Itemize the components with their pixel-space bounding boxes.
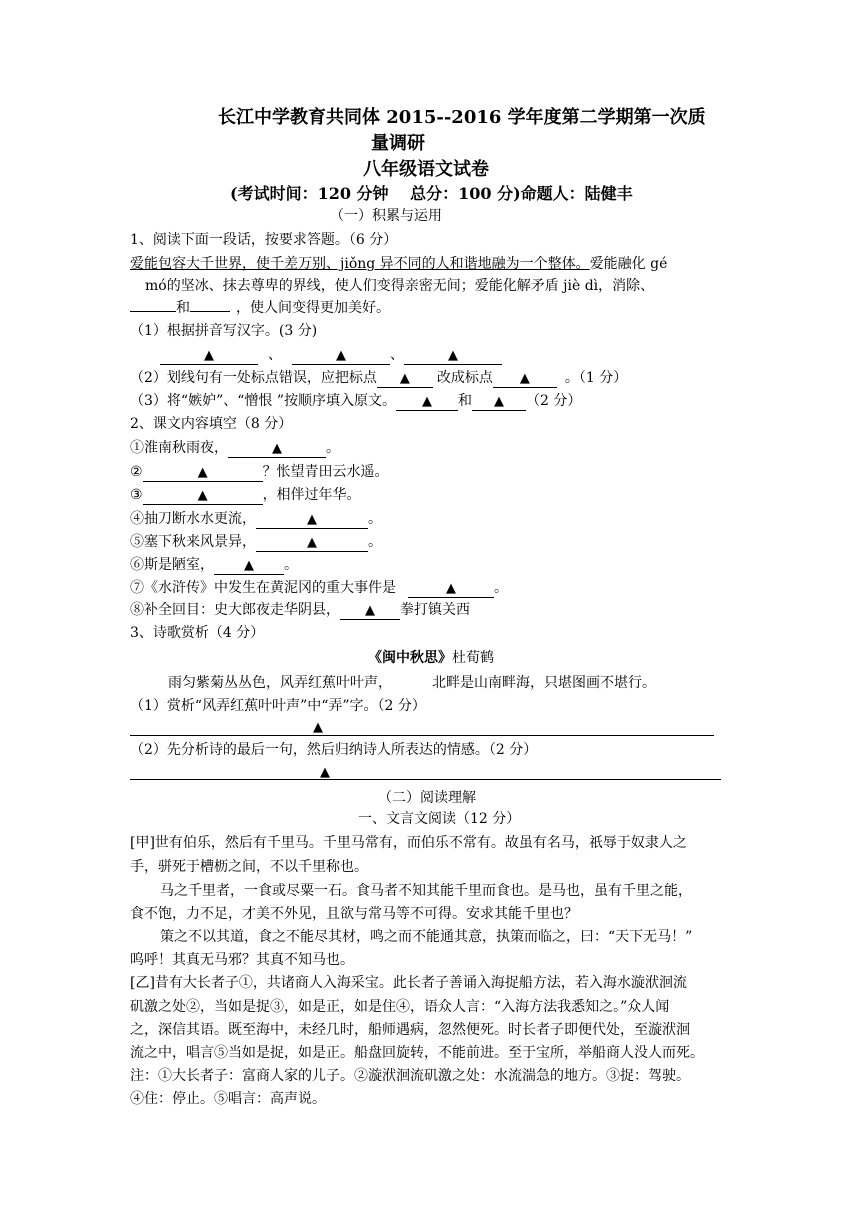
poem-author: 杜荀鹤 xyxy=(452,650,494,666)
q2-item-5: ⑤塞下秋来风景异， ▲ 。 xyxy=(130,534,382,550)
answer-blank[interactable]: ▲ xyxy=(493,371,557,388)
q1-passage-line-3: 和 ，使人间变得更加美好。 xyxy=(130,298,390,318)
poem-line-2: 北畔是山南畔海，只堪图画不堪行。 xyxy=(432,675,656,691)
exam-info: (考试时间：120 分钟 总分：100 分)命题人：陆健丰 xyxy=(230,184,633,203)
q2-item-7: ⑦《水浒传》中发生在黄泥冈的重大事件是 ▲ 。 xyxy=(130,580,508,596)
answer-blank[interactable]: ▲ xyxy=(256,535,368,552)
answer-blank[interactable]: ▲ xyxy=(143,465,263,482)
answer-blank[interactable] xyxy=(130,311,176,312)
q1-sub2: （2）划线句有一处标点错误，应把标点 ▲ 改成标点 ▲ 。（1 分） xyxy=(130,370,628,386)
q3-sub2: （2）先分析诗的最后一句，然后归纳诗人所表达的情感。（2 分） xyxy=(130,742,538,758)
q2-item-2: ② ▲ ？怅望青田云水遥。 xyxy=(130,464,389,480)
annotation-line: 注：①大长者子：富商人家的儿子。②漩洑洄流矶激之处：水流湍急的地方。③捉：驾驶。 xyxy=(130,1068,690,1084)
text-yi-line: 之，深信其语。既至海中，未经几时，船师遇病，忽然便死。时长者子即便代处，至漩洑洄 xyxy=(130,1022,690,1038)
q1-sub1-blanks: ▲ 、 ▲ 、 ▲ xyxy=(160,345,502,365)
text-jia-line: 马之千里者，一食或尽粟一石。食马者不知其能千里而食也。是马也，虽有千里之能， xyxy=(160,883,692,899)
poem-title: 《闽中秋思》 xyxy=(368,650,452,666)
exam-subtitle: 八年级语文试卷 xyxy=(363,159,489,180)
answer-blank[interactable]: ▲ xyxy=(214,558,284,575)
text-jia-line: 呜呼！其真无马邪？其真不知马也。 xyxy=(130,952,354,968)
part2-heading: （二）阅读理解 xyxy=(378,790,476,806)
answer-blank[interactable] xyxy=(190,311,230,312)
q2-item-6: ⑥斯是陋室， ▲ 。 xyxy=(130,557,298,573)
q1-sub3: （3）将“嫉妒”、“憎恨 ”按顺序填入原文。 ▲ 和 ▲ （2 分） xyxy=(130,393,582,409)
answer-blank[interactable]: ▲ xyxy=(340,603,400,620)
part1-heading: （一）积累与运用 xyxy=(330,208,442,224)
title-line-1: 长江中学教育共同体 2015--2016 学年度第二学期第一次质 xyxy=(218,107,706,128)
answer-blank[interactable]: ▲ xyxy=(404,348,502,365)
q1-sub1: （1）根据拼音写汉字。(3 分) xyxy=(130,323,318,339)
answer-marker: ▲ xyxy=(313,720,323,735)
q2-item-4: ④抽刀断水水更流， ▲ 。 xyxy=(130,511,382,527)
title-line-2: 量调研 xyxy=(371,133,425,154)
text-jia-line: 手，骈死于槽枥之间，不以千里称也。 xyxy=(130,859,368,875)
answer-blank[interactable]: ▲ xyxy=(228,441,326,458)
answer-blank[interactable]: ▲ xyxy=(292,348,390,365)
answer-blank[interactable]: ▲ xyxy=(472,394,526,411)
answer-blank[interactable]: ▲ xyxy=(408,581,494,598)
annotation-line: ④住：停止。⑤唱言：高声说。 xyxy=(130,1091,326,1107)
q2-item-3: ③ ▲ ，相伴过年华。 xyxy=(130,487,361,503)
q3-sub1: （1）赏析“风弄红蕉叶叶声”中“弄”字。（2 分） xyxy=(130,698,426,714)
q1-passage-line-1 xyxy=(130,254,667,274)
q2-item-8: ⑧补全回目：史大郎夜走华阴县， ▲ 拳打镇关西 xyxy=(130,602,470,618)
poem-line-1: 雨匀紫菊丛丛色，风弄红蕉叶叶声， xyxy=(168,675,392,691)
answer-marker: ▲ xyxy=(320,765,330,780)
section-classical-reading: 一、文言文阅读（12 分） xyxy=(358,811,521,827)
answer-blank[interactable]: ▲ xyxy=(256,512,368,529)
q3-stem: 3、诗歌赏析（4 分） xyxy=(130,625,265,641)
answer-blank[interactable]: ▲ xyxy=(396,394,458,411)
q1-passage-line-2: mó的坚冰、抹去尊卑的界线，使人们变得亲密无间；爱能化解矛盾 jiè dì，消除、 xyxy=(145,278,655,294)
q1-stem: 1、阅读下面一段话，按要求答题。（6 分） xyxy=(130,232,398,248)
underlined-sentence: 爱能包容大千世界，使千差万别、jiǒng 异不同的人和谐地融为一个整体。 xyxy=(130,256,590,272)
passage-text: 爱能融化 gé xyxy=(589,256,668,272)
q2-item-1: ①淮南秋雨夜， ▲ 。 xyxy=(130,440,340,456)
answer-blank[interactable]: ▲ xyxy=(377,371,433,388)
text-yi-line: 矶激之处②，当如是捉③，如是正，如是住④，语众人言：“入海方法我悉知之。”众人闻 xyxy=(130,999,670,1015)
answer-line[interactable] xyxy=(130,735,714,736)
answer-blank[interactable]: ▲ xyxy=(143,488,263,505)
text-jia-line: 策之不以其道，食之不能尽其材，鸣之而不能通其意，执策而临之，曰：“天下无马！” xyxy=(160,929,693,945)
text-jia-line: [甲]世有伯乐，然后有千里马。千里马常有，而伯乐不常有。故虽有名马，祇辱于奴隶人之 xyxy=(130,835,687,851)
answer-line[interactable] xyxy=(130,779,721,780)
answer-blank[interactable]: ▲ xyxy=(160,348,258,365)
text-yi-line: 流之中，唱言⑤当如是捉，如是正。船盘回旋转，不能前进。至于宝所，举船商人没人而死。 xyxy=(130,1045,704,1061)
text-yi-line: [乙]昔有大长者子①，共诸商人入海采宝。此长者子善诵入海捉船方法，若入海水漩洑洄流 xyxy=(130,975,687,991)
q2-stem: 2、课文内容填空（8 分） xyxy=(130,416,293,432)
text-jia-line: 食不饱，力不足，才美不外见，且欲与常马等不可得。安求其能千里也？ xyxy=(130,906,578,922)
poem-heading xyxy=(368,648,494,668)
